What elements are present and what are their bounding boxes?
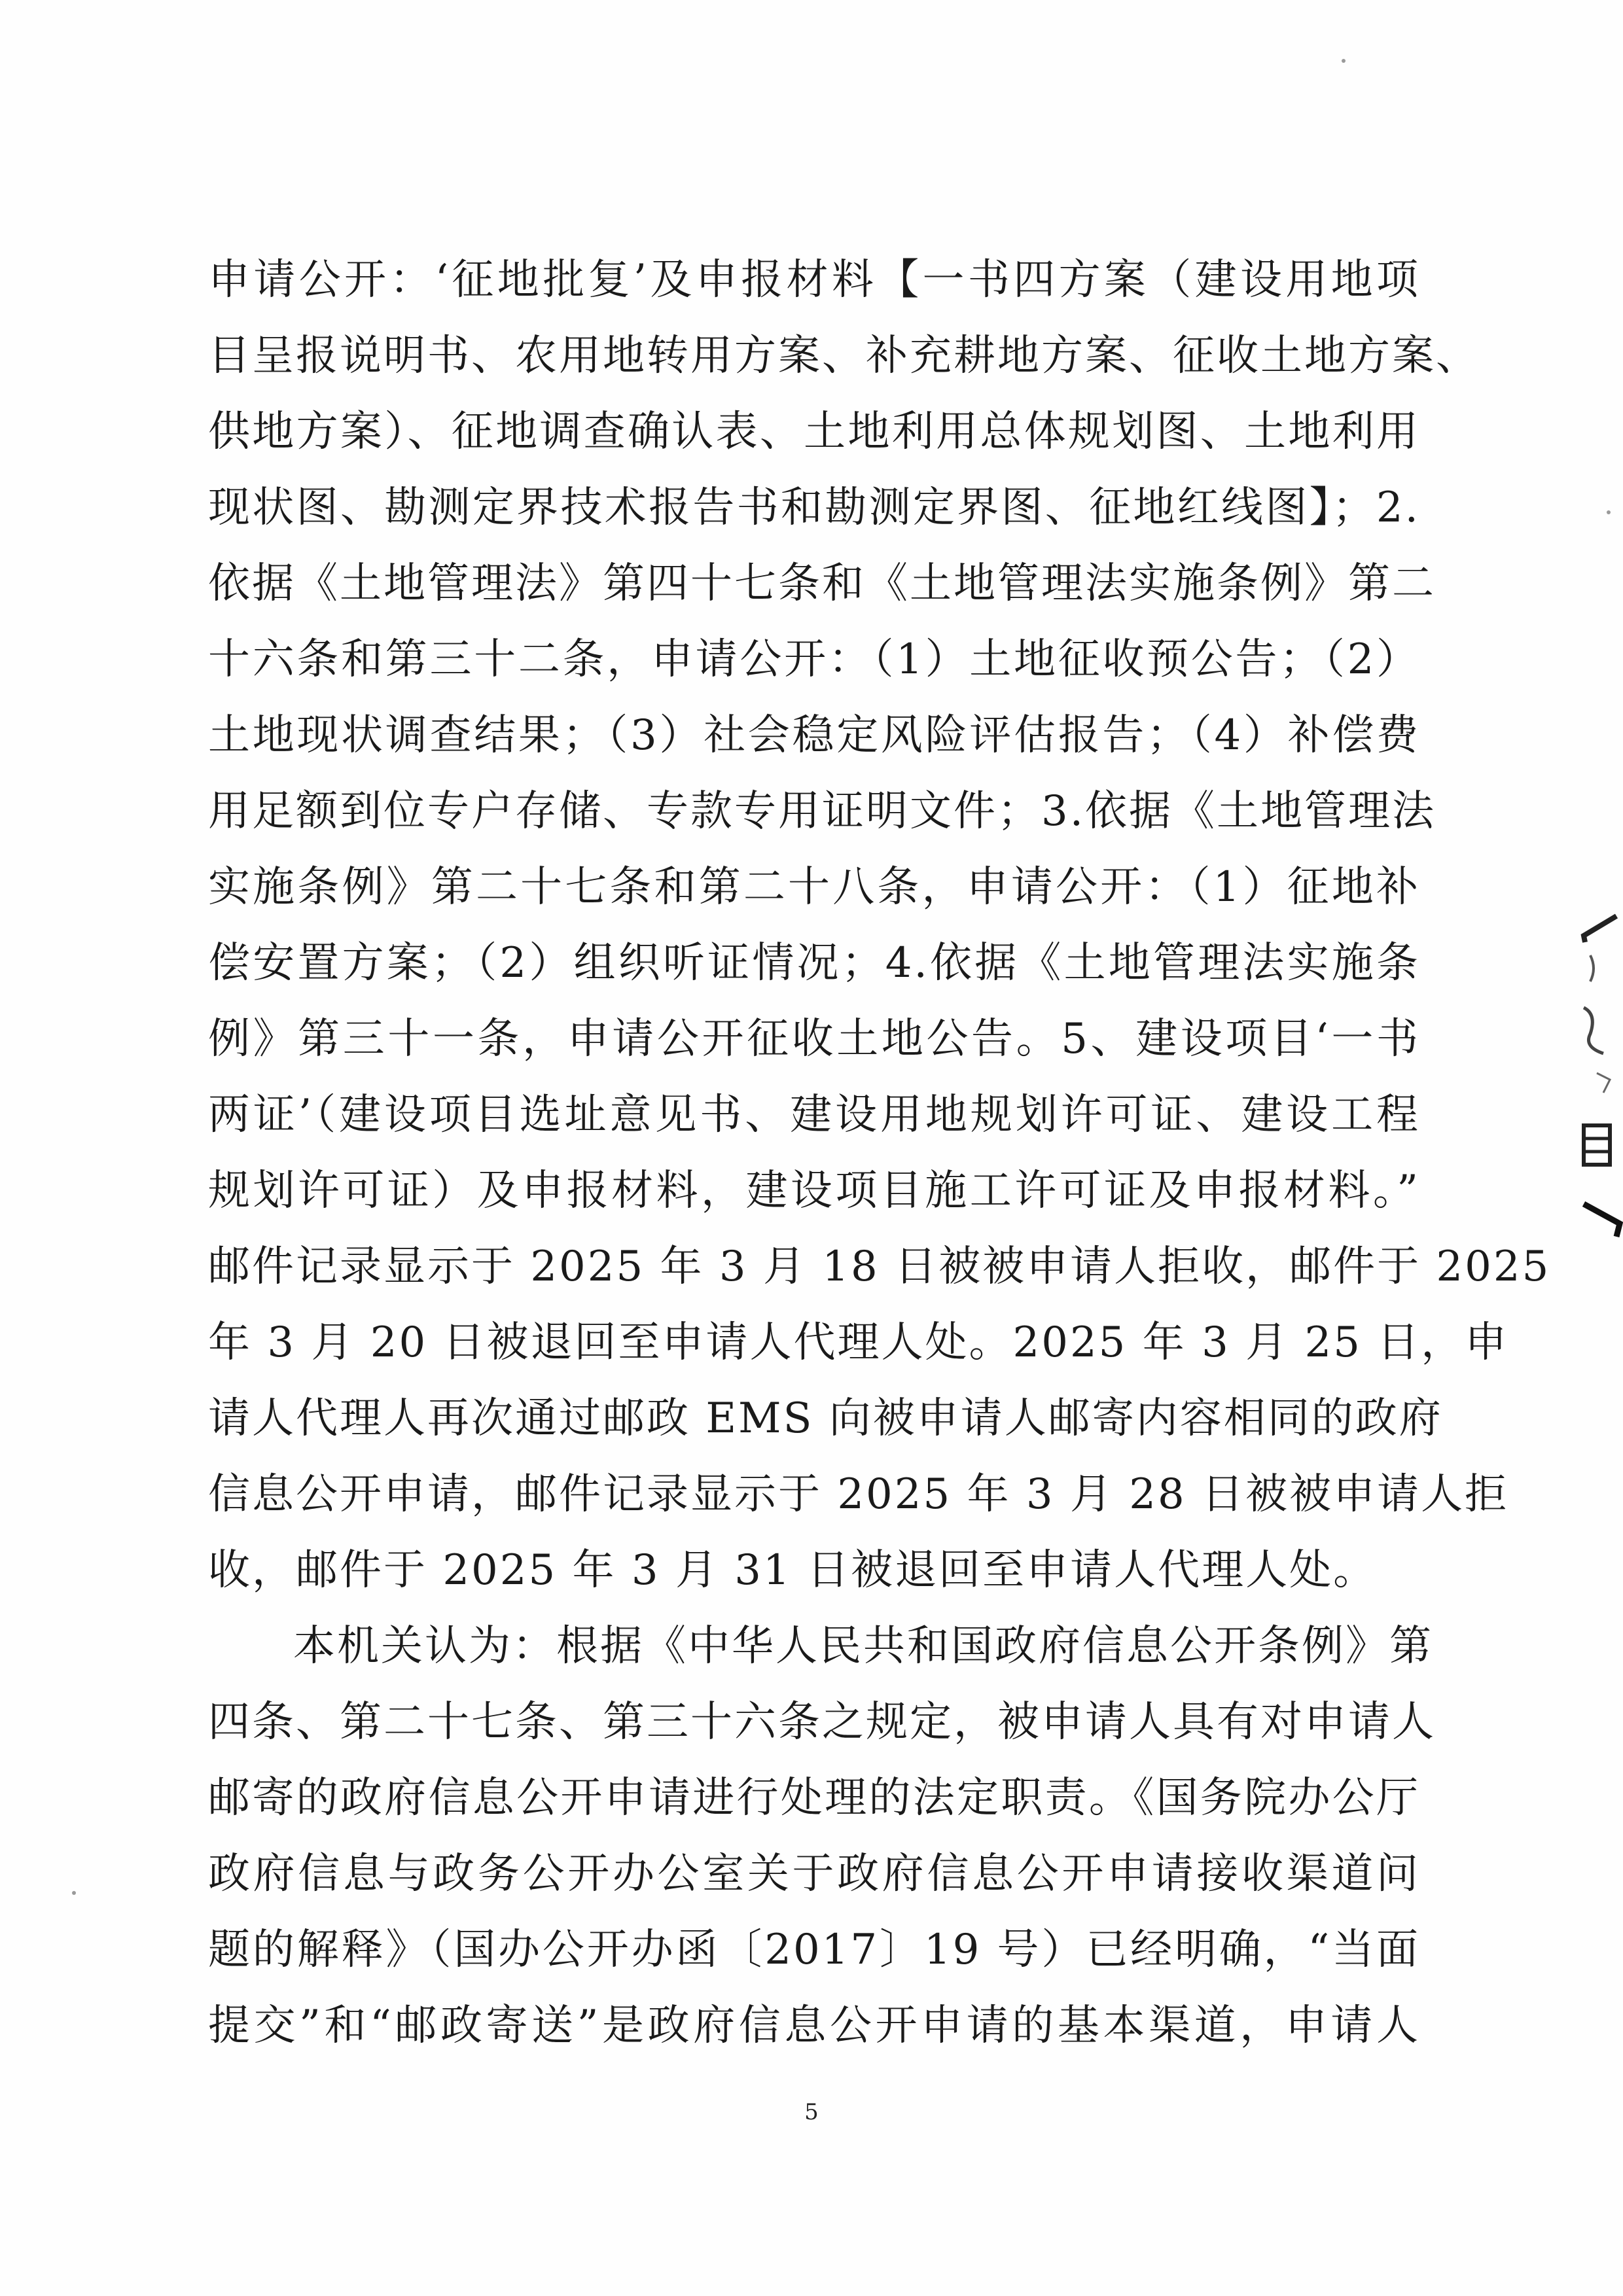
text-line: 两证’（建设项目选址意见书、建设用地规划许可证、建设工程 <box>208 1091 1420 1139</box>
text-line: 申请公开：‘征地批复’及申报材料【一书四方案（建设用地项 <box>208 256 1420 304</box>
text-line: 规划许可证）及申报材料，建设项目施工许可证及申报材料。” <box>208 1167 1420 1215</box>
paragraph-start-line: 本机关认为：根据《中华人民共和国政府信息公开条例》第 <box>293 1622 1433 1670</box>
text-line: 目呈报说明书、农用地转用方案、补充耕地方案、征收土地方案、 <box>208 332 1480 380</box>
text-line: 实施条例》第二十七条和第二十八条，申请公开：（1）征地补 <box>208 863 1420 911</box>
text-line: 例》第三十一条，申请公开征收土地公告。5、建设项目‘一书 <box>208 1015 1420 1063</box>
text-line: 用足额到位专户存储、专款专用证明文件；3.依据《土地管理法 <box>208 787 1436 836</box>
text-line: 信息公开申请，邮件记录显示于 2025 年 3 月 28 日被被申请人拒 <box>208 1470 1509 1519</box>
text-line: 土地现状调查结果；（3）社会稳定风险评估报告；（4）补偿费 <box>208 711 1420 760</box>
text-line: 年 3 月 20 日被退回至申请人代理人处。2025 年 3 月 25 日，申 <box>208 1318 1509 1367</box>
text-line: 供地方案）、征地调查确认表、土地利用总体规划图、土地利用 <box>208 408 1420 456</box>
text-line: 提交”和“邮政寄送”是政府信息公开申请的基本渠道，申请人 <box>208 2002 1420 2050</box>
text-line: 依据《土地管理法》第四十七条和《土地管理法实施条例》第二 <box>208 559 1436 608</box>
text-line: 请人代理人再次通过邮政 EMS 向被申请人邮寄内容相同的政府 <box>208 1394 1443 1443</box>
text-line: 偿安置方案；（2）组织听证情况；4.依据《土地管理法实施条 <box>208 939 1420 987</box>
text-line: 邮寄的政府信息公开申请进行处理的法定职责。《国务院办公厅 <box>208 1774 1420 1822</box>
scan-speck <box>1342 59 1346 63</box>
text-line: 收，邮件于 2025 年 3 月 31 日被退回至申请人代理人处。 <box>208 1546 1378 1595</box>
scan-speck <box>1607 510 1611 514</box>
document-body <box>208 242 1551 2064</box>
scan-speck <box>72 1891 76 1895</box>
page-number: 5 <box>804 2099 819 2125</box>
seal-stamp-fragment <box>1571 910 1623 1250</box>
text-line: 四条、第二十七条、第三十六条之规定，被申请人具有对申请人 <box>208 1698 1436 1746</box>
text-line: 现状图、勘测定界技术报告书和勘测定界图、征地红线图】；2. <box>208 484 1420 532</box>
text-line: 十六条和第三十二条，申请公开：（1）土地征收预公告；（2） <box>208 635 1420 684</box>
text-line: 邮件记录显示于 2025 年 3 月 18 日被被申请人拒收，邮件于 2025 <box>208 1243 1551 1291</box>
text-line: 政府信息与政务公开办公室关于政府信息公开申请接收渠道问 <box>208 1850 1420 1898</box>
text-line: 题的解释》（国办公开办函〔2017〕19 号）已经明确，“当面 <box>208 1926 1420 1974</box>
